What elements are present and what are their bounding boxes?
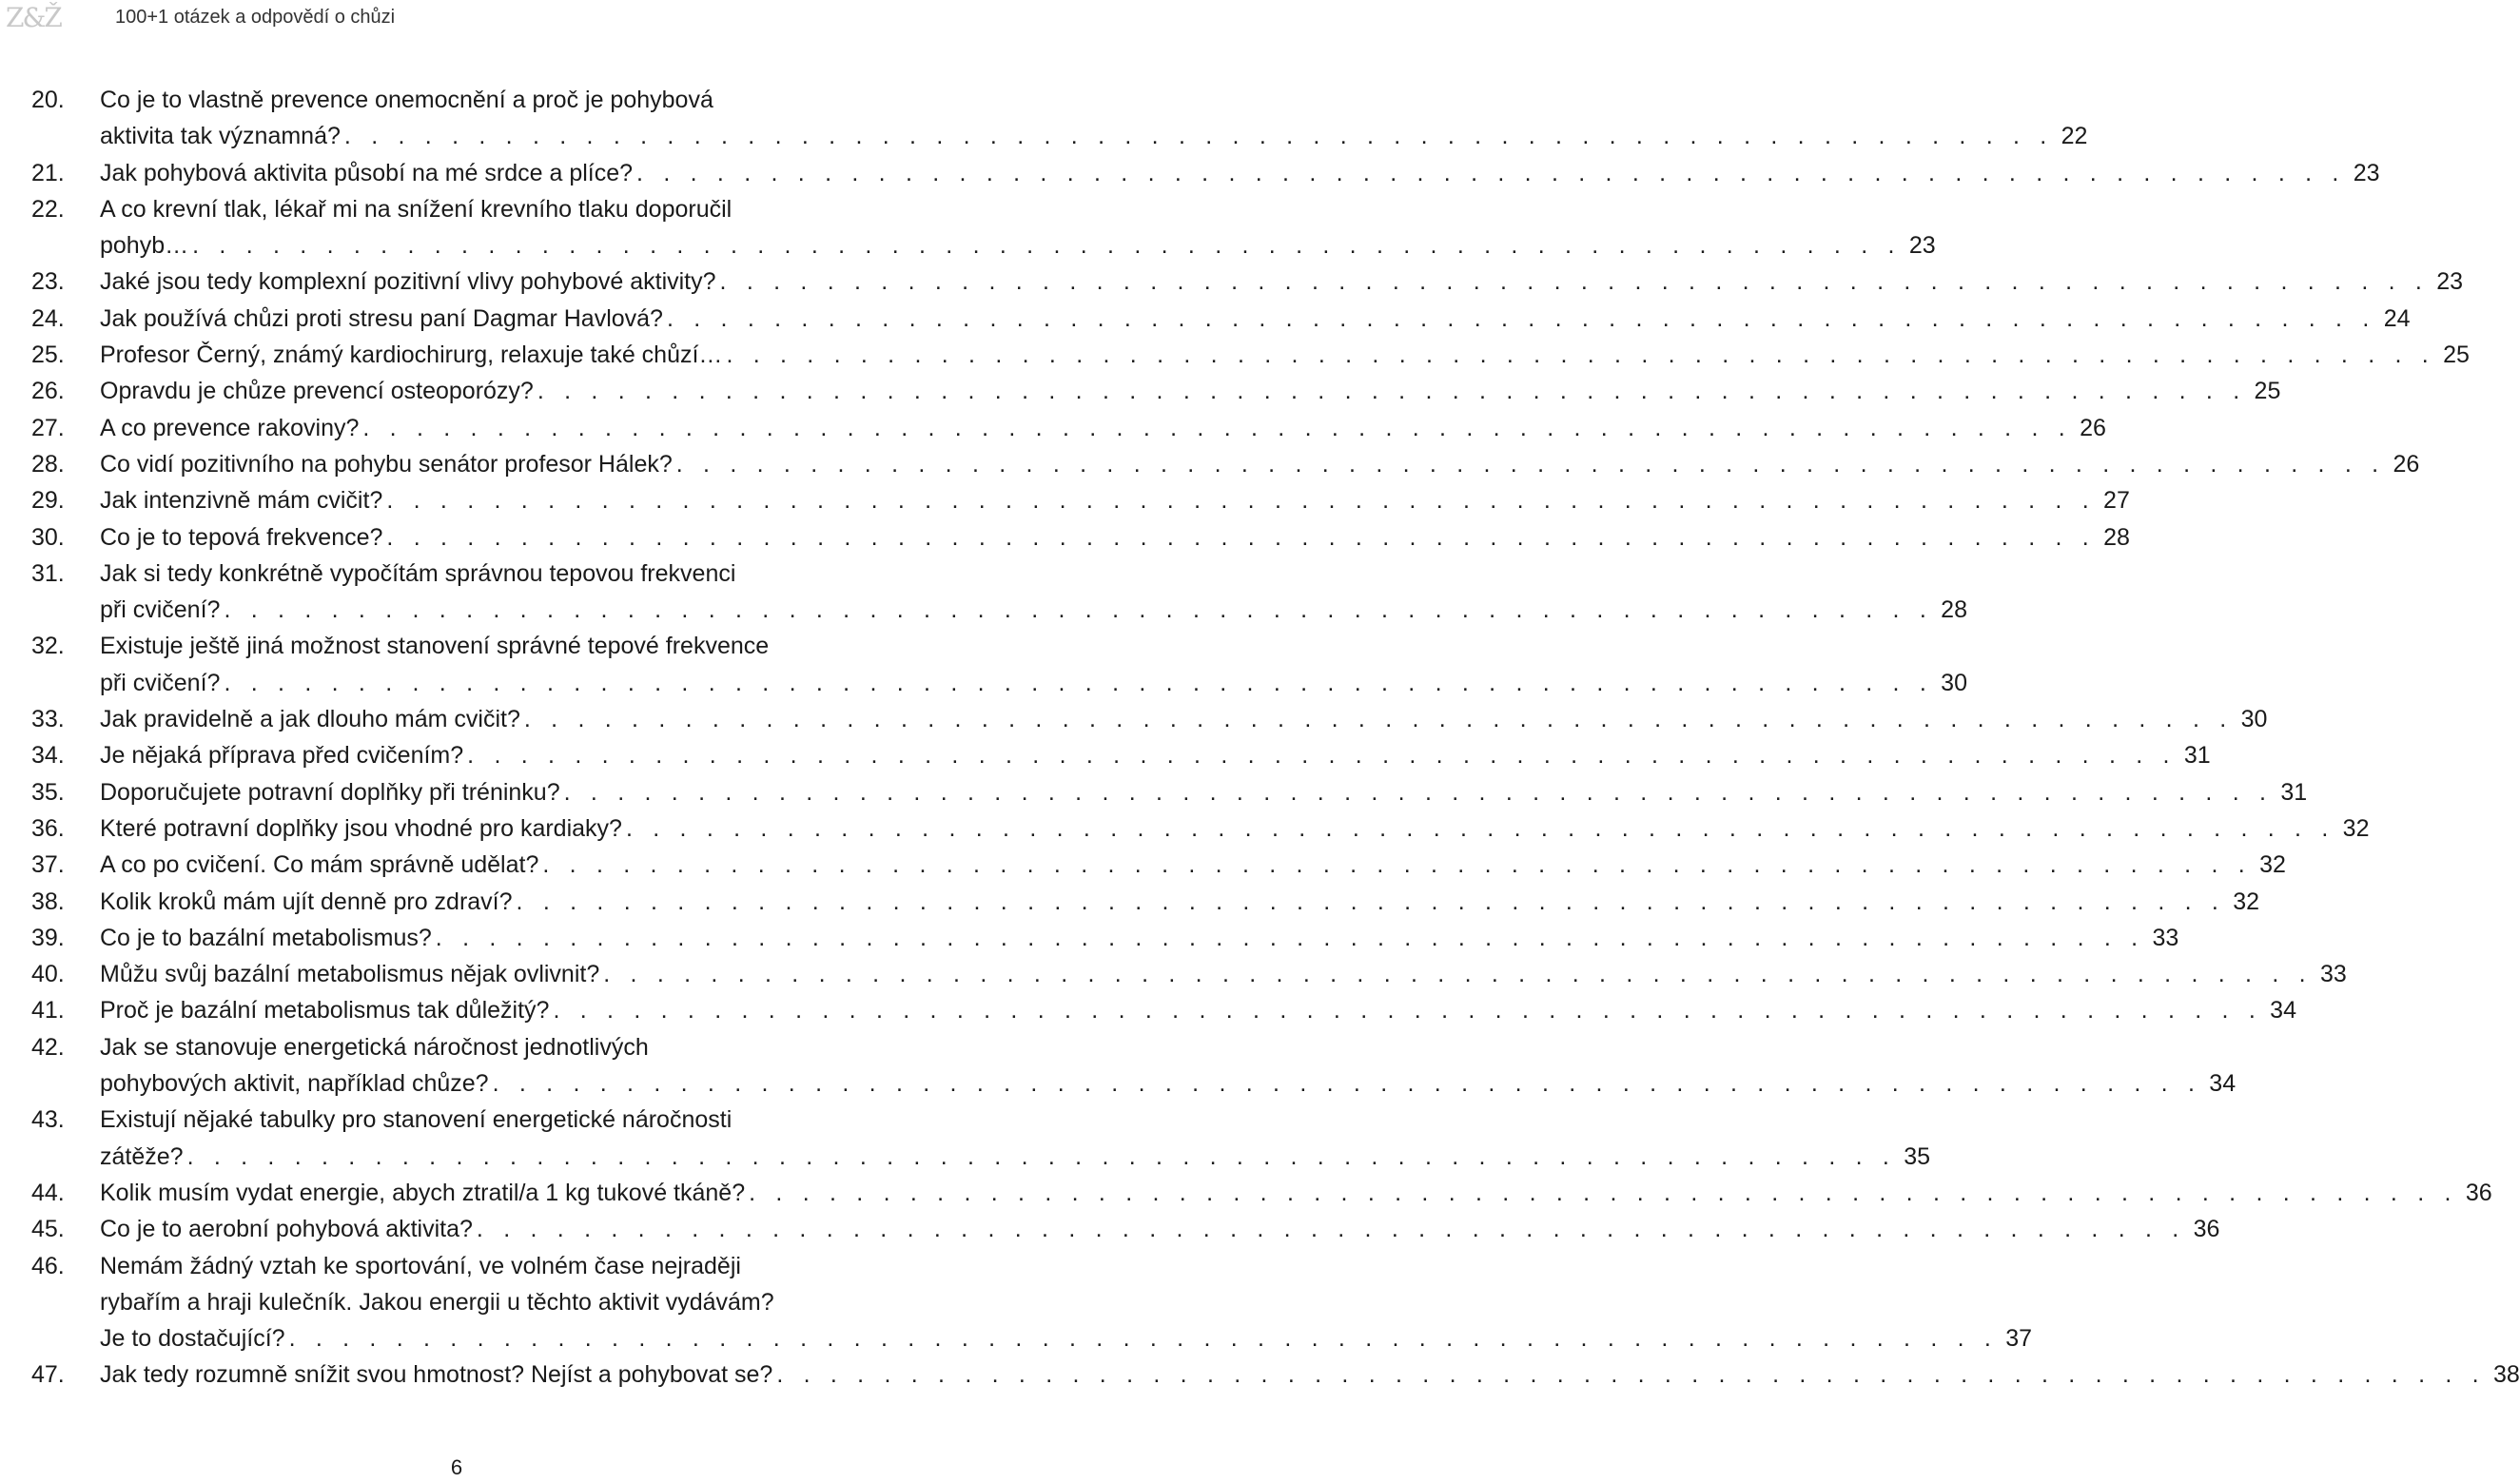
toc-entry-text: Doporučujete potravní doplňky při tréninku? [100, 778, 560, 806]
toc-entry-number: 41. [31, 997, 65, 1024]
toc-entry-text: Opravdu je chůze prevencí osteoporózy? [100, 378, 534, 405]
toc-entry-number: 29. [31, 487, 65, 515]
toc-entry [0, 884, 2260, 920]
toc-entry-page: 25 [2254, 378, 2281, 405]
toc-entry-number: 31. [31, 559, 65, 587]
toc-entry-page: 32 [2342, 814, 2370, 842]
toc-entry [0, 1029, 2237, 1102]
dot-leader: . . . . . . . . . . . . . . . . . . . . . . . . . . . . . . . . . . . . . . . . . . . . . . . . . . . . . . . . . . . . . . . . [192, 232, 1902, 260]
toc-entry-page: 22 [2061, 123, 2088, 150]
dot-leader: . . . . . . . . . . . . . . . . . . . . . . . . . . . . . . . . . . . . . . . . . . . . . . . . . . . . . . . . . . . . . . . . [625, 814, 2335, 842]
toc-entry-number: 23. [31, 268, 65, 296]
toc-entry-text: při cvičení? [100, 596, 221, 624]
toc-entry [0, 737, 2211, 773]
dot-leader: . . . . . . . . . . . . . . . . . . . . . . . . . . . . . . . . . . . . . . . . . . . . . . . . . . . . . . . . . . . . . . . . [288, 1325, 1999, 1353]
toc-entry [0, 992, 2296, 1028]
toc-entry-text: Co je to aerobní pohybová aktivita? [100, 1216, 473, 1243]
page-number: 6 [450, 1455, 463, 1479]
toc-entry [0, 1248, 2033, 1357]
toc-entry [0, 373, 2281, 409]
toc-entry-page: 23 [2353, 159, 2380, 186]
toc-entry-page: 36 [2193, 1216, 2220, 1243]
toc-entry-number: 25. [31, 341, 65, 369]
toc-entry-number: 47. [31, 1361, 65, 1389]
toc-entry-text: A co krevní tlak, lékař mi na snížení krevního tlaku doporučil [100, 195, 733, 223]
toc-entry-page: 34 [2209, 1070, 2237, 1098]
toc-entry [0, 446, 2420, 482]
toc-entry-number: 20. [31, 87, 65, 113]
toc-entry-page: 24 [2383, 304, 2411, 332]
dot-leader: . . . . . . . . . . . . . . . . . . . . . . . . . . . . . . . . . . . . . . . . . . . . . . . . . . . . . . . . . . . . . . . . [386, 487, 2096, 515]
toc-entry-number: 40. [31, 961, 65, 988]
toc-entry-page: 37 [2005, 1325, 2033, 1353]
toc-entry-number: 34. [31, 742, 65, 770]
toc-entry-text: Kolik kroků mám ujít denně pro zdraví? [100, 888, 513, 915]
toc-entry-number: 30. [31, 523, 65, 551]
toc-entry [0, 482, 2130, 518]
toc-entry-page: 35 [1904, 1142, 1931, 1170]
toc-entry-text: Jaké jsou tedy komplexní pozitivní vlivy pohybové aktivity? [100, 268, 716, 296]
dot-leader: . . . . . . . . . . . . . . . . . . . . . . . . . . . . . . . . . . . . . . . . . . . . . . . . . . . . . . . . . . . . . . . . [603, 961, 2313, 988]
dot-leader: . . . . . . . . . . . . . . . . . . . . . . . . . . . . . . . . . . . . . . . . . . . . . . . . . . . . . . . . . . . . . . . . [516, 888, 2226, 915]
toc-entry-number: 21. [31, 159, 65, 186]
dot-leader: . . . . . . . . . . . . . . . . . . . . . . . . . . . . . . . . . . . . . . . . . . . . . . . . . . . . . . . . . . . . . . . . [726, 341, 2435, 369]
dot-leader: . . . . . . . . . . . . . . . . . . . . . . . . . . . . . . . . . . . . . . . . . . . . . . . . . . . . . . . . . . . . . . . . [563, 778, 2274, 806]
toc-entry-text: Proč je bazální metabolismus tak důležitý? [100, 997, 550, 1024]
toc-entry-number: 27. [31, 414, 65, 441]
dot-leader: . . . . . . . . . . . . . . . . . . . . . . . . . . . . . . . . . . . . . . . . . . . . . . . . . . . . . . . . . . . . . . . . [675, 450, 2386, 478]
toc-entry [0, 701, 2268, 737]
dot-leader: . . . . . . . . . . . . . . . . . . . . . . . . . . . . . . . . . . . . . . . . . . . . . . . . . . . . . . . . . . . . . . . . [362, 414, 2072, 441]
toc-entry [0, 191, 1936, 264]
toc-entry [0, 1102, 1931, 1175]
toc-entry [0, 263, 2464, 300]
toc-entry-text: pohyb… [100, 232, 189, 260]
toc-entry-text: A co po cvičení. Co mám správně udělat? [100, 851, 539, 879]
dot-leader: . . . . . . . . . . . . . . . . . . . . . . . . . . . . . . . . . . . . . . . . . . . . . . . . . . . . . . . . . . . . . . . . [719, 268, 2430, 296]
toc-entry-page: 33 [2152, 924, 2179, 951]
toc-entry-text: Jak intenzivně mám cvičit? [100, 487, 383, 515]
toc-entry-text: Jak používá chůzi proti stresu paní Dagmar Havlová? [100, 304, 663, 332]
dot-leader: . . . . . . . . . . . . . . . . . . . . . . . . . . . . . . . . . . . . . . . . . . . . . . . . . . . . . . . . . . . . . . . . [386, 523, 2096, 551]
toc-entry-text: pohybových aktivit, například chůze? [100, 1070, 489, 1098]
toc-entry [0, 556, 1967, 629]
running-title: 100+1 otázek a odpovědí o chůzi [115, 7, 396, 28]
toc-entry-number: 36. [31, 814, 65, 842]
dot-leader: . . . . . . . . . . . . . . . . . . . . . . . . . . . . . . . . . . . . . . . . . . . . . . . . . . . . . . . . . . . . . . . . [666, 304, 2376, 332]
toc-entry-text: zátěže? [100, 1142, 184, 1170]
dot-leader: . . . . . . . . . . . . . . . . . . . . . . . . . . . . . . . . . . . . . . . . . . . . . . . . . . . . . . . . . . . . . . . . [636, 159, 2346, 186]
toc-entry-page: 30 [2240, 706, 2268, 733]
toc-entry-page: 31 [2183, 742, 2211, 770]
toc-entry-page: 23 [2436, 268, 2464, 296]
toc-entry-text: Co je to vlastně prevence onemocnění a proč je pohybová [100, 87, 713, 113]
toc-entry-text: Co je to bazální metabolismus? [100, 924, 432, 951]
table-of-contents [0, 82, 2520, 1394]
toc-entry-page: 27 [2103, 487, 2130, 515]
toc-entry-number: 22. [31, 195, 65, 223]
toc-entry [0, 920, 2179, 956]
toc-entry [0, 519, 2130, 556]
dot-leader: . . . . . . . . . . . . . . . . . . . . . . . . . . . . . . . . . . . . . . . . . . . . . . . . . . . . . . . . . . . . . . . . [224, 596, 1933, 624]
toc-entry-text: Jak pohybová aktivita působí na mé srdce a plíce? [100, 159, 634, 186]
toc-entry-number: 42. [31, 1033, 65, 1061]
toc-entry-page: 28 [2103, 523, 2130, 551]
toc-entry-text: Jak pravidelně a jak dlouho mám cvičit? [100, 706, 520, 733]
dot-leader: . . . . . . . . . . . . . . . . . . . . . . . . . . . . . . . . . . . . . . . . . . . . . . . . . . . . . . . . . . . . . . . . [523, 706, 2234, 733]
toc-entry-page: 25 [2443, 341, 2470, 369]
dot-leader: . . . . . . . . . . . . . . . . . . . . . . . . . . . . . . . . . . . . . . . . . . . . . . . . . . . . . . . . . . . . . . . . [435, 924, 2145, 951]
toc-entry [0, 337, 2470, 373]
dot-leader: . . . . . . . . . . . . . . . . . . . . . . . . . . . . . . . . . . . . . . . . . . . . . . . . . . . . . . . . . . . . . . . . [224, 669, 1933, 696]
dot-leader: . . . . . . . . . . . . . . . . . . . . . . . . . . . . . . . . . . . . . . . . . . . . . . . . . . . . . . . . . . . . . . . . [186, 1142, 1897, 1170]
toc-entry [0, 155, 2380, 191]
toc-entry-page: 32 [2233, 888, 2260, 915]
toc-entry-text: Kolik musím vydat energie, abych ztratil/a 1 kg tukové tkáně? [100, 1179, 746, 1206]
publisher-logo: Z&Ž [6, 2, 61, 33]
toc-entry-number: 26. [31, 378, 65, 405]
toc-entry [0, 301, 2411, 337]
toc-entry-number: 37. [31, 851, 65, 879]
toc-entry-number: 46. [31, 1252, 65, 1279]
dot-leader: . . . . . . . . . . . . . . . . . . . . . . . . . . . . . . . . . . . . . . . . . . . . . . . . . . . . . . . . . . . . . . . . [553, 997, 2262, 1024]
dot-leader: . . . . . . . . . . . . . . . . . . . . . . . . . . . . . . . . . . . . . . . . . . . . . . . . . . . . . . . . . . . . . . . . [492, 1070, 2202, 1098]
toc-entry-number: 44. [31, 1179, 65, 1206]
dot-leader: . . . . . . . . . . . . . . . . . . . . . . . . . . . . . . . . . . . . . . . . . . . . . . . . . . . . . . . . . . . . . . . . [343, 123, 2054, 150]
toc-entry [0, 956, 2347, 992]
toc-entry-text: Nemám žádný vztah ke sportování, ve volném čase nejraději [100, 1252, 741, 1279]
toc-entry-page: 36 [2465, 1179, 2492, 1206]
toc-entry [0, 1175, 2492, 1211]
toc-entry-number: 28. [31, 450, 65, 478]
toc-entry-page: 31 [2280, 778, 2308, 806]
toc-entry-text: Které potravní doplňky jsou vhodné pro kardiaky? [100, 814, 622, 842]
toc-entry-text: Profesor Černý, známý kardiochirurg, relaxuje také chůzí… [100, 341, 723, 369]
toc-entry-page: 28 [1941, 596, 1967, 624]
toc-entry-number: 45. [31, 1216, 65, 1243]
toc-entry-text: Co je to tepová frekvence? [100, 523, 383, 551]
toc-entry-number: 43. [31, 1106, 65, 1134]
toc-entry-text: aktivita tak významná? [100, 123, 341, 150]
toc-entry-text: Co vidí pozitivního na pohybu senátor profesor Hálek? [100, 450, 673, 478]
toc-entry-text: Je to dostačující? [100, 1325, 285, 1353]
toc-entry [0, 847, 2286, 883]
dot-leader: . . . . . . . . . . . . . . . . . . . . . . . . . . . . . . . . . . . . . . . . . . . . . . . . . . . . . . . . . . . . . . . . [476, 1216, 2186, 1243]
dot-leader: . . . . . . . . . . . . . . . . . . . . . . . . . . . . . . . . . . . . . . . . . . . . . . . . . . . . . . . . . . . . . . . . [776, 1361, 2486, 1389]
toc-entry-number: 39. [31, 924, 65, 951]
toc-entry-number: 38. [31, 888, 65, 915]
toc-entry-text: Můžu svůj bazální metabolismus nějak ovlivnit? [100, 961, 600, 988]
toc-entry-page: 33 [2319, 961, 2347, 988]
toc-entry-text: rybařím a hraji kulečník. Jakou energii u těchto aktivit vydávám? [100, 1288, 774, 1316]
toc-entry-text: Je nějaká příprava před cvičením? [100, 742, 464, 770]
toc-entry-page: 26 [2080, 414, 2106, 441]
toc-entry-page: 30 [1941, 669, 1967, 696]
dot-leader: . . . . . . . . . . . . . . . . . . . . . . . . . . . . . . . . . . . . . . . . . . . . . . . . . . . . . . . . . . . . . . . . [542, 851, 2252, 879]
toc-entry-page: 34 [2270, 997, 2296, 1024]
toc-entry-text: Jak se stanovuje energetická náročnost jednotlivých [100, 1033, 649, 1061]
toc-entry-page: 23 [1908, 232, 1936, 260]
toc-entry-text: Jak si tedy konkrétně vypočítám správnou tepovou frekvenci [100, 559, 736, 587]
toc-entry-text: Existuje ještě jiná možnost stanovení správné tepové frekvence [100, 633, 770, 660]
toc-entry [0, 1356, 2520, 1393]
toc-entry-number: 33. [31, 706, 65, 733]
page-header [0, 0, 913, 38]
toc-entry-text: Existují nějaké tabulky pro stanovení energetické náročnosti [100, 1106, 733, 1134]
toc-entry-number: 35. [31, 778, 65, 806]
dot-leader: . . . . . . . . . . . . . . . . . . . . . . . . . . . . . . . . . . . . . . . . . . . . . . . . . . . . . . . . . . . . . . . . [749, 1179, 2458, 1206]
toc-entry [0, 410, 2106, 446]
toc-entry [0, 628, 1967, 701]
toc-entry-page: 32 [2259, 851, 2286, 879]
toc-entry [0, 1211, 2220, 1247]
toc-entry-page: 38 [2493, 1361, 2520, 1389]
toc-entry-text: při cvičení? [100, 669, 221, 696]
toc-entry-text: A co prevence rakoviny? [100, 414, 360, 441]
toc-entry-number: 24. [31, 304, 65, 332]
toc-entry-number: 32. [31, 633, 65, 660]
dot-leader: . . . . . . . . . . . . . . . . . . . . . . . . . . . . . . . . . . . . . . . . . . . . . . . . . . . . . . . . . . . . . . . . [467, 742, 2177, 770]
toc-entry [0, 82, 2088, 155]
toc-entry [0, 774, 2308, 810]
toc-entry-page: 26 [2393, 450, 2420, 478]
dot-leader: . . . . . . . . . . . . . . . . . . . . . . . . . . . . . . . . . . . . . . . . . . . . . . . . . . . . . . . . . . . . . . . . [537, 378, 2247, 405]
toc-entry [0, 810, 2370, 847]
toc-entry-text: Jak tedy rozumně snížit svou hmotnost? Nejíst a pohybovat se? [100, 1361, 773, 1389]
